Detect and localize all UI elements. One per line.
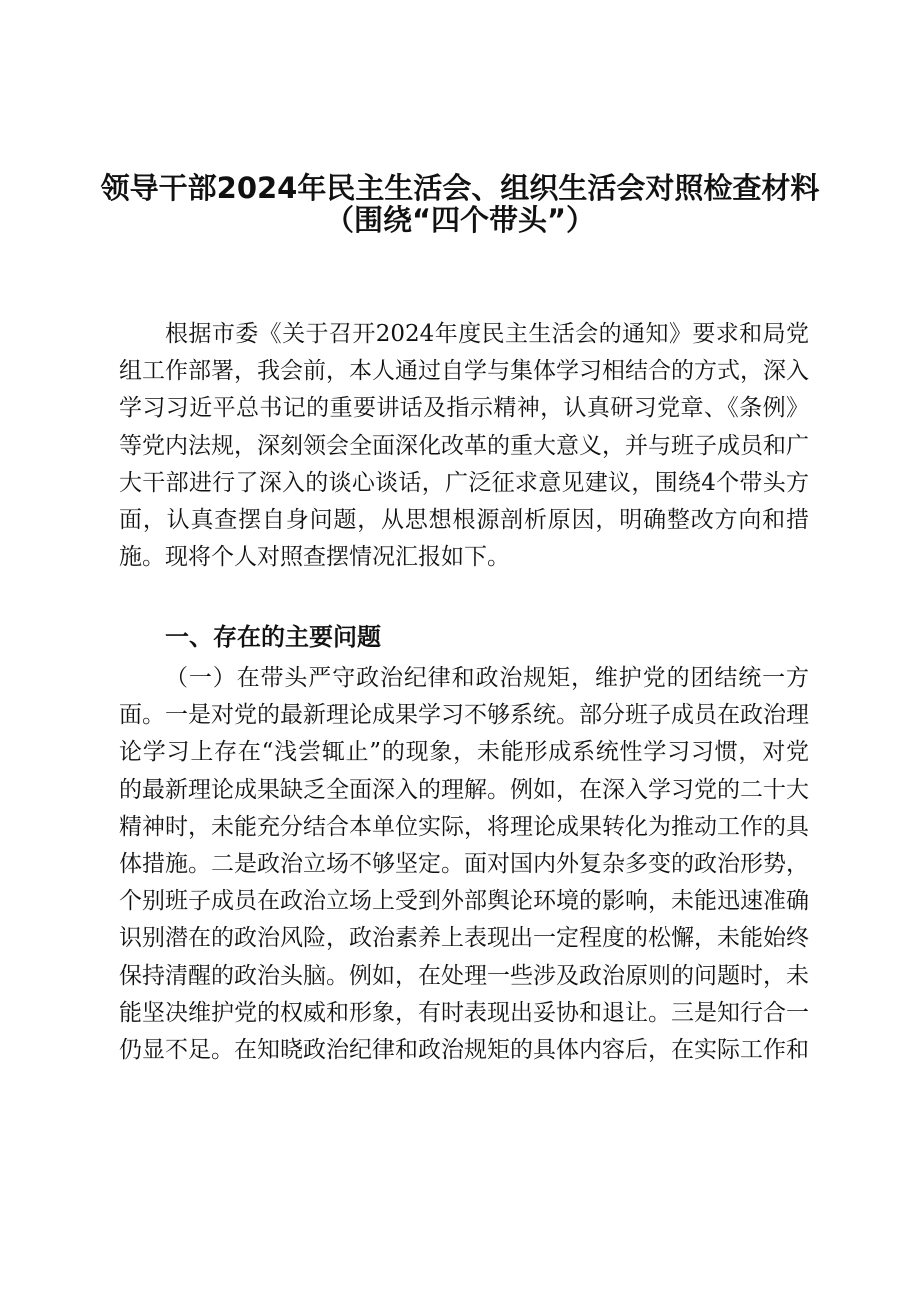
document-subtitle: （围绕“四个带头”） xyxy=(324,203,596,237)
section-heading: 一、存在的主要问题 xyxy=(165,623,381,651)
intro-paragraph: 根据市委《关于召开2024年度民主生活会的通知》要求和局党组工作部署，我会前，本人通过自学与集体学习相结合的方式，深入学习习近平总书记的重要讲话及指示精神，认真研习党章、《条例》等党内法规，深刻领会全面深化改革的重大意义，并与班子成员和广大干部进行了深入的谈心谈话，广泛征求意见建议，围绕4个带头方面，认真查摆自身问题，从思想根源剖析原因，明确整改方向和措施。现将个人对照查摆情况汇报如下。 xyxy=(119,321,809,571)
document-title: 领导干部2024年民主生活会、组织生活会对照检查材料 xyxy=(100,171,820,205)
section-paragraph: （一）在带头严守政治纪律和政治规矩，维护党的团结统一方面。一是对党的最新理论成果学习不够系统。部分班子成员在政治理论学习上存在“浅尝辄止”的现象，未能形成系统性学习习惯，对党的最新理论成果缺乏全面深入的理解。例如，在深入学习党的二十大精神时，未能充分结合本单位实际，将理论成果转化为推动工作的具体措施。二是政治立场不够坚定。面对国内外复杂多变的政治形势，个别班子成员在政治立场上受到外部舆论环境的影响，未能迅速准确识别潜在的政治风险，政治素养上表现出一定程度的松懈，未能始终保持清醒的政治头脑。例如，在处理一些涉及政治原则的问题时，未能坚决维护党的权威和形象，有时表现出妥协和退让。三是知行合一仍显不足。在知晓政治纪律和政治规矩的具体内容后，在实际工作和 xyxy=(119,665,809,1064)
